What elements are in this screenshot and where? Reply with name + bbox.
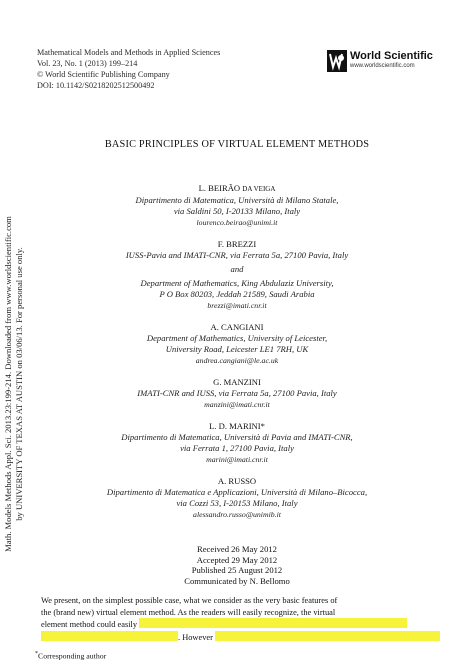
author-affiliation: via Saldini 50, I-20133 Milano, Italy <box>173 206 301 216</box>
author-name: L. BEIRÃO DA VEIGA <box>198 183 276 193</box>
communicated-by: Communicated by N. Bellomo <box>184 575 290 586</box>
footnote <box>35 651 106 661</box>
accepted-date: Accepted 29 May 2012 <box>196 554 278 565</box>
download-notice-line2: by UNIVERSITY OF TEXAS AT AUSTIN on 03/06/13. For personal use only. <box>13 247 24 521</box>
publication-dates <box>37 544 437 586</box>
author-email[interactable]: andrea.cangiani@le.ac.uk <box>195 356 279 365</box>
author-email[interactable]: alessandro.russo@unimib.it <box>193 510 281 519</box>
abstract-line: We present, on the simplest possible case, what we consider as the very basic features of <box>41 596 338 605</box>
author-block <box>37 322 437 366</box>
author-affiliation: via Ferrata 1, 27100 Pavia, Italy <box>180 443 294 453</box>
abstract-line: . However <box>41 631 441 644</box>
author-affiliation: Department of Mathematics, King Abdulaziz University, <box>140 278 334 288</box>
author-affiliation: P O Box 80203, Jeddah 21589, Saudi Arabia <box>159 289 315 299</box>
abstract-line: the (brand new) virtual element method. As the readers will easily recognize, the virtual <box>41 607 336 617</box>
author-block <box>37 476 437 520</box>
world-scientific-logo-icon <box>327 50 347 72</box>
author-email[interactable]: manzini@imati.cnr.it <box>204 400 270 409</box>
publisher-logo <box>327 50 437 72</box>
author-block <box>37 183 437 228</box>
author-affiliation: IUSS-Pavia and IMATI-CNR, via Ferrata 5a, 27100 Pavia, Italy <box>125 250 349 260</box>
download-notice <box>3 164 33 604</box>
author-affiliation: IMATI-CNR and IUSS, via Ferrata 5a, 27100 Pavia, Italy <box>137 388 337 398</box>
journal-doi[interactable]: DOI: 10.1142/S0218202512500492 <box>37 81 155 90</box>
journal-volume: Vol. 23, No. 1 (2013) 199–214 <box>37 59 138 68</box>
abstract <box>41 595 441 643</box>
author-email[interactable]: marini@imati.cnr.it <box>206 455 268 464</box>
author-name: A. CANGIANI <box>210 322 264 332</box>
journal-header <box>37 47 220 91</box>
author-name: A. RUSSO <box>217 476 257 486</box>
footnote-mark: * <box>35 651 38 657</box>
download-notice-line1: Math. Models Methods Appl. Sci. 2013.23:199-214. Downloaded from www.worldscientific.com <box>3 216 13 552</box>
author-affiliation: Dipartimento di Matematica, Università di Milano Statale, <box>135 195 339 205</box>
journal-copyright: © World Scientific Publishing Company <box>37 70 170 79</box>
author-list <box>37 183 437 520</box>
publisher-name: World Scientific <box>350 50 433 62</box>
publisher-url[interactable]: www.worldscientific.com <box>350 63 415 69</box>
and-separator: and <box>230 264 244 274</box>
footnote-text: Corresponding author <box>38 651 107 661</box>
text-highlight[interactable] <box>215 631 440 641</box>
journal-name: Mathematical Models and Methods in Applied Sciences <box>37 48 221 57</box>
received-date: Received 26 May 2012 <box>197 544 277 554</box>
author-name: L. D. MARINI* <box>209 421 265 431</box>
author-name: F. BREZZI <box>217 239 257 249</box>
author-affiliation: Department of Mathematics, University of Leicester, <box>146 333 328 343</box>
abstract-line: element method could easily <box>41 618 441 631</box>
author-affiliation: University Road, Leicester LE1 7RH, UK <box>165 344 309 354</box>
author-block <box>37 377 437 410</box>
author-email[interactable]: lourenco.beirao@unimi.it <box>196 218 278 227</box>
paper-title: BASIC PRINCIPLES OF VIRTUAL ELEMENT METHODS <box>104 139 370 150</box>
author-block <box>37 421 437 465</box>
author-name: G. MANZINI <box>213 377 261 387</box>
author-affiliation: via Cozzi 53, I-20153 Milano, Italy <box>176 498 298 508</box>
text-highlight[interactable] <box>139 618 407 628</box>
author-affiliation: Dipartimento di Matematica e Applicazioni, Università di Milano–Bicocca, <box>106 487 368 497</box>
author-affiliation: Dipartimento di Matematica, Università di Pavia and IMATI-CNR, <box>121 432 353 442</box>
author-block <box>37 239 437 311</box>
author-email[interactable]: brezzi@imati.cnr.it <box>207 301 267 310</box>
published-date: Published 25 August 2012 <box>191 565 283 576</box>
text-highlight[interactable] <box>41 631 178 641</box>
